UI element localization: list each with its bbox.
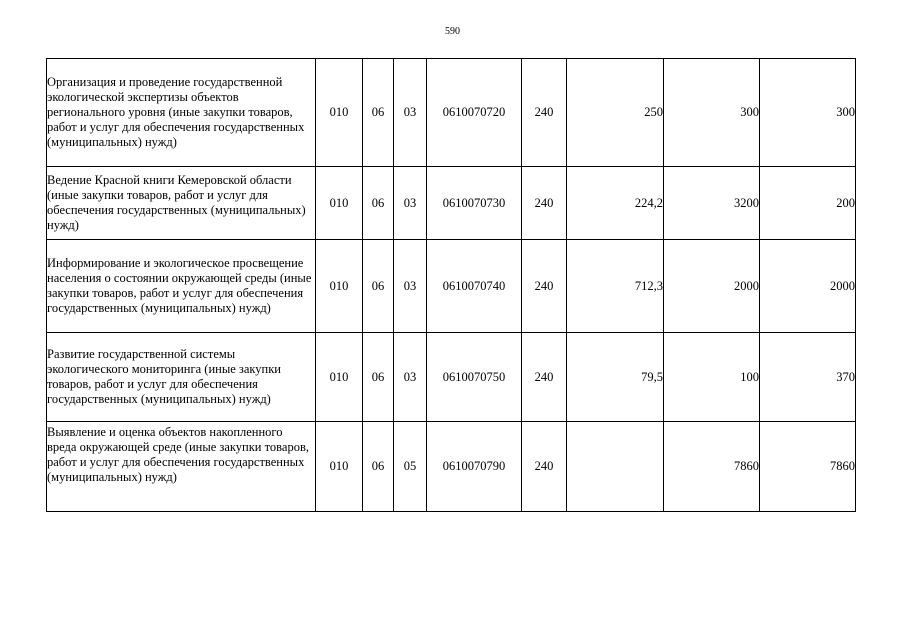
- expense-type-code: 240: [522, 167, 567, 240]
- target-article-code: 0610070730: [427, 167, 522, 240]
- subsection-code: 03: [394, 240, 427, 333]
- amount-1: 250: [567, 59, 664, 167]
- table-row: [47, 240, 856, 333]
- ministry-code: 010: [316, 167, 363, 240]
- amount-1: [567, 422, 664, 512]
- amount-2: 2000: [664, 240, 760, 333]
- amount-1: 712,3: [567, 240, 664, 333]
- amount-2: 3200: [664, 167, 760, 240]
- amount-1: 79,5: [567, 333, 664, 422]
- target-article-code: 0610070750: [427, 333, 522, 422]
- amount-3: 7860: [760, 422, 856, 512]
- subsection-code: 03: [394, 167, 427, 240]
- expense-type-code: 240: [522, 333, 567, 422]
- section-code: 06: [363, 59, 394, 167]
- amount-3: 300: [760, 59, 856, 167]
- amount-1: 224,2: [567, 167, 664, 240]
- table-row: [47, 59, 856, 167]
- subsection-code: 03: [394, 59, 427, 167]
- ministry-code: 010: [316, 240, 363, 333]
- amount-3: 2000: [760, 240, 856, 333]
- target-article-code: 0610070740: [427, 240, 522, 333]
- target-article-code: 0610070720: [427, 59, 522, 167]
- section-code: 06: [363, 333, 394, 422]
- ministry-code: 010: [316, 422, 363, 512]
- row-description: Развитие государственной системы экологического мониторинга (иные закупки товаров, работ и услуг для обеспечения государственных (муниципальных) нужд): [47, 333, 316, 422]
- table-row: [47, 422, 856, 512]
- amount-2: 100: [664, 333, 760, 422]
- subsection-code: 05: [394, 422, 427, 512]
- row-description: Ведение Красной книги Кемеровской области (иные закупки товаров, работ и услуг для обеспечения государственных (муниципальных) нужд): [47, 167, 316, 240]
- section-code: 06: [363, 422, 394, 512]
- amount-3: 370: [760, 333, 856, 422]
- ministry-code: 010: [316, 333, 363, 422]
- row-description: Организация и проведение государственной экологической экспертизы объектов регионального уровня (иные закупки товаров, работ и услуг для обеспечения государственных (муниципальных) нужд): [47, 59, 316, 167]
- expense-type-code: 240: [522, 240, 567, 333]
- table-row: [47, 333, 856, 422]
- target-article-code: 0610070790: [427, 422, 522, 512]
- table-row: [47, 167, 856, 240]
- expense-type-code: 240: [522, 59, 567, 167]
- subsection-code: 03: [394, 333, 427, 422]
- amount-2: 7860: [664, 422, 760, 512]
- expense-type-code: 240: [522, 422, 567, 512]
- page-number: 590: [445, 26, 460, 37]
- row-description: Информирование и экологическое просвещение населения о состоянии окружающей среды (иные закупки товаров, работ и услуг для обеспечения государственных (муниципальных) нужд): [47, 240, 316, 333]
- section-code: 06: [363, 167, 394, 240]
- budget-table: [46, 58, 856, 512]
- section-code: 06: [363, 240, 394, 333]
- ministry-code: 010: [316, 59, 363, 167]
- row-description: Выявление и оценка объектов накопленного вреда окружающей среде (иные закупки товаров, работ и услуг для обеспечения государственных (муниципальных) нужд): [47, 422, 316, 512]
- amount-2: 300: [664, 59, 760, 167]
- amount-3: 200: [760, 167, 856, 240]
